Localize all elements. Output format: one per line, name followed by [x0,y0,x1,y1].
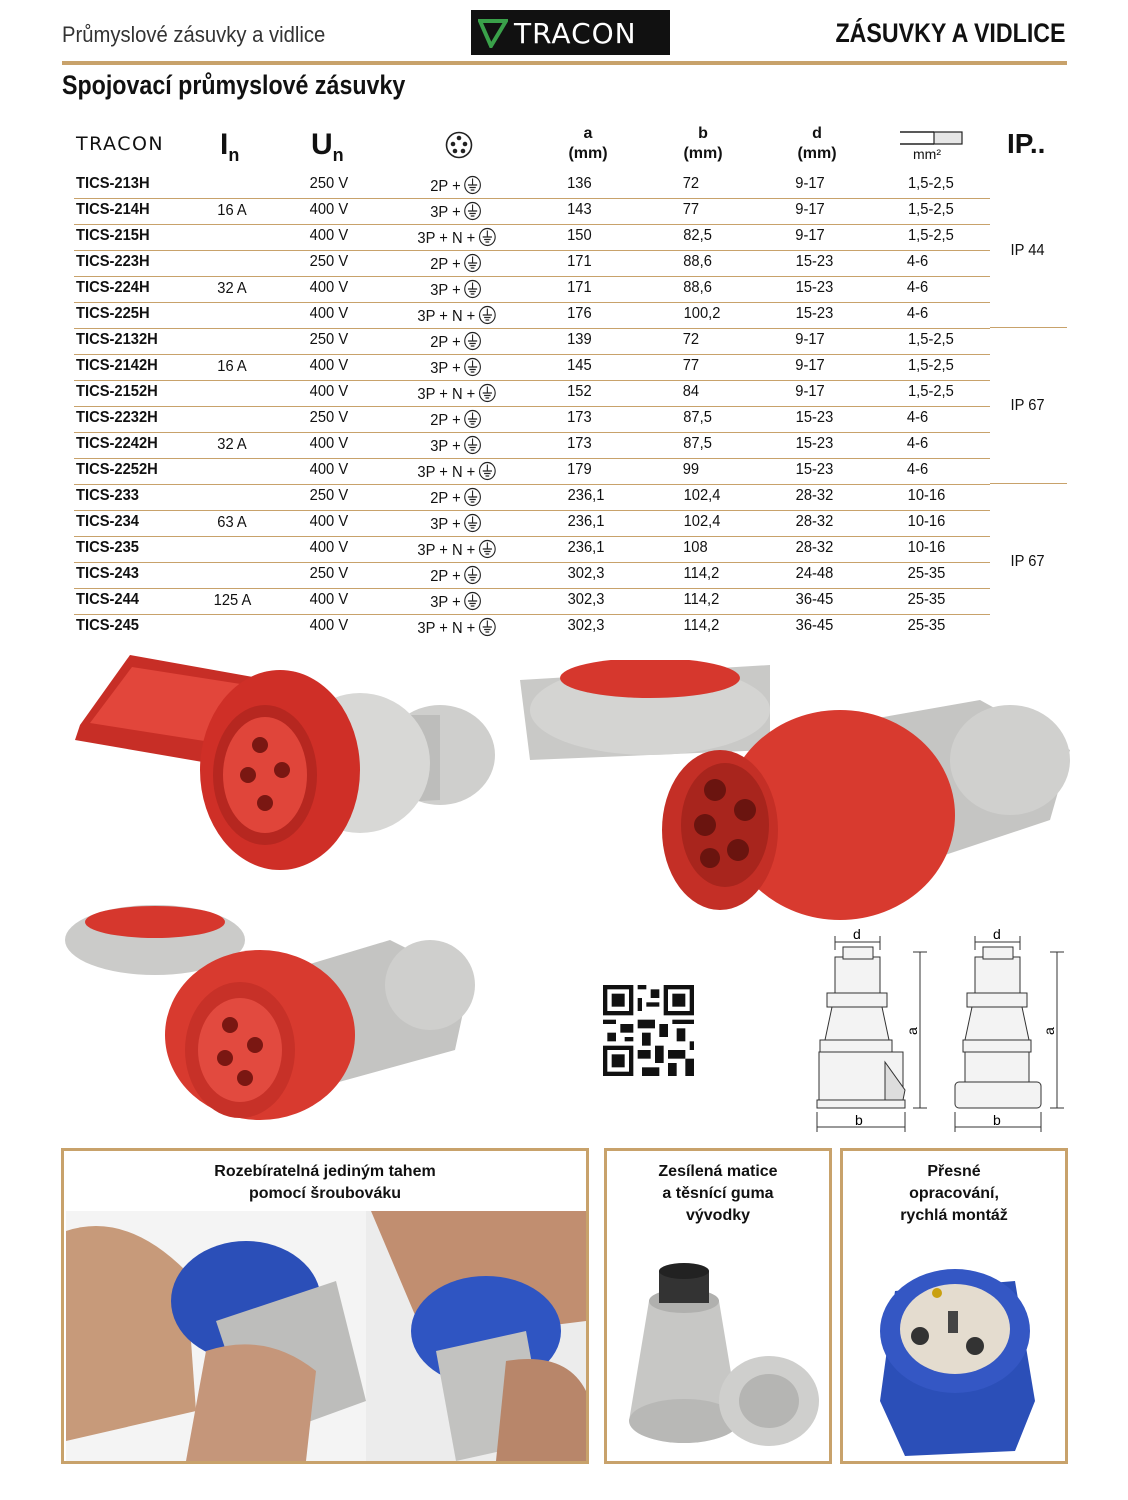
ground-icon [463,435,481,455]
cell-mm2: 1,5-2,5 [907,175,954,192]
cell-voltage: 250 V [309,253,349,270]
table-row [74,172,990,199]
cell-b: 102,4 [683,513,721,530]
section-title: ZÁSUVKY A VIDLICE [835,18,1066,48]
col-header-b: b (mm) [683,125,723,162]
cell-poles: 3P + N + [417,383,496,404]
cell-poles: 2P + [430,409,482,430]
cell-d: 15-23 [795,253,834,270]
cell-d: 15-23 [795,409,834,426]
svg-text:a: a [904,1027,920,1035]
cell-voltage: 400 V [309,357,349,374]
table-row [74,380,990,407]
cell-voltage: 400 V [309,383,349,400]
cell-a: 173 [567,409,592,426]
cell-voltage: 400 V [309,591,349,608]
cell-a: 145 [567,357,592,374]
cell-poles: 3P + N + [417,227,496,248]
cell-d: 28-32 [795,539,834,556]
cell-voltage: 400 V [309,539,349,556]
cell-b: 114,2 [683,591,720,608]
cell-mm2: 4-6 [906,409,929,426]
cell-b: 99 [682,461,700,478]
cell-poles: 3P + N + [417,305,496,326]
cell-voltage: 400 V [309,201,349,218]
cell-b: 72 [682,175,700,192]
table-row [74,198,990,225]
qr-code [603,985,694,1076]
current-group: 16 A [217,202,247,219]
ip-divider [990,483,1067,484]
cell-mm2: 1,5-2,5 [907,331,954,348]
cell-b: 77 [682,201,700,218]
cell-code: TICS-225H [76,305,150,322]
cell-poles: 3P + N + [417,539,496,560]
cell-poles: 3P + [430,357,482,378]
cell-a: 302,3 [567,591,605,608]
tracon-logo [471,10,670,55]
cell-voltage: 250 V [309,409,349,426]
cell-a: 173 [567,435,592,452]
cell-mm2: 1,5-2,5 [907,383,954,400]
ground-icon [478,383,496,403]
cell-b: 82,5 [683,227,712,244]
cell-b: 102,4 [683,487,721,504]
cell-mm2: 4-6 [906,461,929,478]
cell-b: 88,6 [683,253,712,270]
cell-poles: 3P + N + [417,461,496,482]
ground-icon [463,253,481,273]
cell-code: TICS-2132H [76,331,158,348]
cell-voltage: 400 V [309,279,349,296]
cell-mm2: 1,5-2,5 [907,201,954,218]
cell-voltage: 400 V [309,461,349,478]
svg-text:b: b [855,1112,863,1128]
ip-divider [990,327,1067,328]
feature-panel-precision [840,1148,1068,1464]
table-row [74,250,990,277]
cell-d: 9-17 [795,201,825,218]
cell-poles: 3P + [430,201,482,222]
cell-d: 36-45 [795,591,834,608]
ground-icon [478,539,496,559]
ground-icon [463,565,481,585]
cell-poles: 3P + [430,591,482,612]
ip-group: IP 67 [1010,397,1045,414]
cell-d: 9-17 [795,331,825,348]
cell-d: 15-23 [795,279,834,296]
page-title: Spojovací průmyslové zásuvky [62,70,406,100]
cell-b: 100,2 [683,305,721,322]
ground-icon [463,279,481,299]
cell-d: 28-32 [795,513,834,530]
cell-mm2: 1,5-2,5 [907,357,954,374]
cell-code: TICS-234 [76,513,139,530]
logo-text: TRACON [514,17,637,50]
cell-a: 176 [567,305,592,322]
cell-poles: 3P + N + [417,617,496,638]
ground-icon [463,409,481,429]
table-row [74,588,990,615]
svg-text:d: d [853,926,861,942]
cell-a: 139 [567,331,592,348]
cell-d: 15-23 [795,435,834,452]
cell-a: 136 [567,175,592,192]
tracon-logo-icon [478,18,508,48]
dimension-drawing-1 [805,922,935,1137]
category-label: Průmyslové zásuvky a vidlice [62,22,326,47]
cell-b: 84 [682,383,700,400]
feature-panel-disassembly [61,1148,589,1464]
cell-code: TICS-244 [76,591,139,608]
cell-d: 36-45 [795,617,834,634]
cell-mm2: 1,5-2,5 [907,227,954,244]
table-row [74,406,990,433]
cell-code: TICS-2252H [76,461,158,478]
cell-code: TICS-213H [76,175,150,192]
header-rule [62,61,1067,65]
table-row [74,354,990,381]
dimension-drawing-2 [945,922,1070,1137]
cell-mm2: 4-6 [906,435,929,452]
cell-a: 143 [567,201,592,218]
cell-a: 236,1 [567,487,605,504]
cell-poles: 3P + [430,279,482,300]
table-row [74,224,990,251]
cell-b: 114,2 [683,617,720,634]
ground-icon [478,305,496,325]
col-header-current: $I_n$ [220,128,240,165]
ground-icon [463,591,481,611]
table-row [74,562,990,589]
svg-text:a: a [1041,1027,1057,1035]
cell-poles: 2P + [430,565,482,586]
ground-icon [463,201,481,221]
cell-code: TICS-215H [76,227,150,244]
cell-b: 87,5 [683,409,712,426]
cell-voltage: 250 V [309,565,349,582]
table-row [74,458,990,485]
cell-code: TICS-2232H [76,409,158,426]
svg-text:d: d [993,926,1001,942]
cell-b: 87,5 [683,435,712,452]
cell-poles: 2P + [430,487,482,508]
cell-mm2: 4-6 [906,279,929,296]
cell-mm2: 4-6 [906,253,929,270]
col-header-mm2: mm² [913,146,941,162]
cell-code: TICS-224H [76,279,150,296]
photo-screwdriver-disassembly [66,1211,586,1461]
col-header-ip: IP.. [1007,128,1046,159]
panel-caption: Přesné opracování, rychlá montáž [900,1163,1008,1224]
current-group: 32 A [217,280,247,297]
socket-pins-icon [444,130,474,160]
photo-blue-socket-insert [845,1251,1065,1461]
current-group: 63 A [217,514,247,531]
cell-code: TICS-223H [76,253,150,270]
cell-mm2: 25-35 [907,617,946,634]
product-photo-socket-flap [60,645,510,880]
current-group: 125 A [213,592,252,609]
feature-panel-nut [604,1148,832,1464]
ground-icon [463,331,481,351]
cell-voltage: 400 V [309,513,349,530]
col-header-d: d (mm) [797,125,837,162]
cell-d: 24-48 [795,565,834,582]
cell-d: 15-23 [795,461,834,478]
table-row [74,510,990,537]
cell-d: 9-17 [795,357,825,374]
cell-poles: 2P + [430,331,482,352]
panel-caption: Zesílená matice a těsnící guma vývodky [658,1163,778,1224]
ground-icon [463,487,481,507]
cell-voltage: 250 V [309,487,349,504]
cell-mm2: 10-16 [907,513,946,530]
cell-b: 77 [682,357,700,374]
cell-mm2: 10-16 [907,487,946,504]
cell-a: 171 [567,279,592,296]
cell-a: 236,1 [567,539,605,556]
cell-code: TICS-214H [76,201,150,218]
table-brand-label: TRACON [76,133,165,155]
ground-icon [463,513,481,533]
table-row [74,614,990,640]
cell-mm2: 25-35 [907,565,946,582]
cell-code: TICS-2142H [76,357,158,374]
table-row [74,484,990,511]
cell-poles: 2P + [430,175,482,196]
cell-a: 179 [567,461,592,478]
cell-voltage: 400 V [309,435,349,452]
ip-group: IP 67 [1010,553,1045,570]
col-header-voltage: $U_n$ [311,128,344,165]
cell-a: 152 [567,383,592,400]
cell-code: TICS-233 [76,487,139,504]
ground-icon [463,175,481,195]
ground-icon [478,617,496,637]
ip-group: IP 44 [1010,242,1045,259]
cable-section-icon [898,128,964,148]
cell-mm2: 10-16 [907,539,946,556]
ground-icon [463,357,481,377]
cell-code: TICS-243 [76,565,139,582]
cell-d: 28-32 [795,487,834,504]
cell-code: TICS-2242H [76,435,158,452]
cell-poles: 3P + [430,513,482,534]
ground-icon [478,461,496,481]
product-photo-socket-lid [60,900,480,1140]
cell-a: 236,1 [567,513,605,530]
cell-voltage: 250 V [309,331,349,348]
product-photo-socket-large [510,660,1080,925]
photo-cable-gland-nut [609,1241,829,1461]
cell-d: 15-23 [795,305,834,322]
cell-d: 9-17 [795,227,825,244]
cell-voltage: 400 V [309,305,349,322]
cell-a: 302,3 [567,565,605,582]
cell-voltage: 400 V [309,227,349,244]
cell-d: 9-17 [795,383,825,400]
cell-a: 150 [567,227,592,244]
cell-code: TICS-245 [76,617,139,634]
cell-poles: 2P + [430,253,482,274]
cell-d: 9-17 [795,175,825,192]
cell-voltage: 250 V [309,175,349,192]
table-row [74,536,990,563]
table-row [74,328,990,355]
cell-code: TICS-2152H [76,383,158,400]
cell-poles: 3P + [430,435,482,456]
cell-a: 302,3 [567,617,605,634]
current-group: 16 A [217,358,247,375]
cell-b: 88,6 [683,279,712,296]
ground-icon [478,227,496,247]
col-header-a: a (mm) [568,125,608,162]
cell-voltage: 400 V [309,617,349,634]
cell-b: 108 [683,539,708,556]
panel-caption: Rozebíratelná jediným tahem pomocí šroubováku [214,1163,436,1202]
current-group: 32 A [217,436,247,453]
cell-b: 72 [682,331,700,348]
table-row [74,302,990,329]
table-row [74,276,990,303]
cell-mm2: 25-35 [907,591,946,608]
cell-mm2: 4-6 [906,305,929,322]
cell-b: 114,2 [683,565,720,582]
cell-a: 171 [567,253,592,270]
cell-code: TICS-235 [76,539,139,556]
table-row [74,432,990,459]
svg-text:b: b [993,1112,1001,1128]
